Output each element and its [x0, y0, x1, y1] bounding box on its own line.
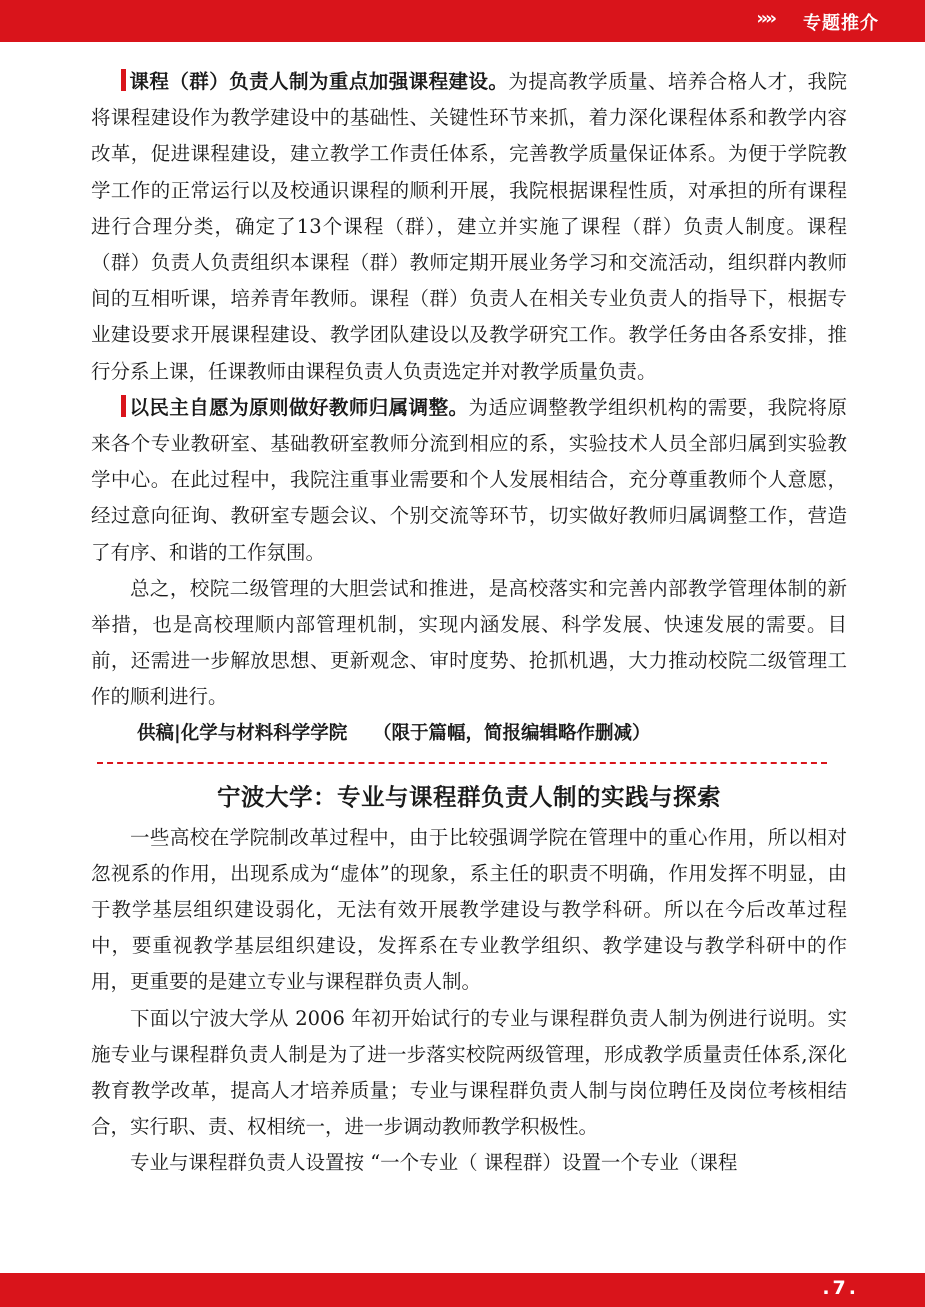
paragraph-text: 总之，校院二级管理的大胆尝试和推进，是高校落实和完善内部教学管理体制的新举措，也是高校理顺内部管理机制，实现内涵发展、科学发展、快速发展的需要。目前，还需进一步解放思想、更新观念、审时度势、抢抓机遇，大力推动校院二级管理工作的顺利进行。: [91, 576, 847, 709]
paragraph-lead: 以民主自愿为原则做好教师归属调整。: [129, 395, 469, 419]
header-bar: [0, 0, 925, 42]
chevron-right-icon: ››››: [756, 8, 774, 29]
credit-note: （限于篇幅，简报编辑略作删减）: [373, 722, 651, 744]
paragraph-text: 为提高教学质量、培养合格人才，我院将课程建设作为教学建设中的基础性、关键性环节来抓，着力深化课程体系和教学内容改革，促进课程建设，建立教学工作责任体系，完善教学质量保证体系。为便于学院教学工作的正常运行以及校通识课程的顺利开展，我院根据课程性质，对承担的所有课程进行合理分类，确定了13个课程（群），建立并实施了课程（群）负责人制度。课程（群）负责人负责组织本课程（群）教师定期开展业务学习和交流活动，组织群内教师间的互相听课，培养青年教师。课程（群）负责人在相关专业负责人的指导下，根据专业建设要求开展课程建设、教学团队建设以及教学研究工作。教学任务由各系安排，推行分系上课，任课教师由课程负责人负责选定并对教学质量负责。: [91, 70, 847, 383]
red-bar-marker: [121, 395, 126, 417]
red-bar-marker: [121, 69, 126, 91]
credit-label: 供稿|化学与材料科学学院: [137, 722, 348, 744]
paragraph-lead: 课程（群）负责人制为重点加强课程建设。: [129, 70, 509, 93]
footer-bar: [0, 1273, 925, 1307]
article-paragraph: 一些高校在学院制改革过程中，由于比较强调学院在管理中的重心作用，所以相对忽视系的作用，出现系成为“虚体”的现象，系主任的职责不明确，作用发挥不明显，由于教学基层组织建设弱化，无法有效开展教学建设与教学科研。所以在今后改革过程中，要重视教学基层组织建设，发挥系在专业教学组织、教学建设与教学科研中的作用，更重要的是建立专业与课程群负责人制。: [91, 825, 847, 994]
dashed-divider: [97, 762, 827, 764]
paragraph-course-group: [91, 64, 847, 390]
page-content: [91, 64, 847, 1182]
article-title: 宁波大学：专业与课程群负责人制的实践与探索: [217, 782, 721, 811]
article-paragraph: 下面以宁波大学从 2006 年初开始试行的专业与课程群负责人制为例进行说明。实施专业与课程群负责人制是为了进一步落实校院两级管理，形成教学质量责任体系,深化教育教学改革，提高人才培养质量；专业与课程群负责人制与岗位聘任及岗位考核相结合，实行职、责、权相统一，进一步调动教师教学积极性。: [91, 1006, 847, 1139]
paragraph-summary: [91, 571, 847, 716]
paragraph-text: 为适应调整教学组织机构的需要，我院将原来各个专业教研室、基础教研室教师分流到相应的系，实验技术人员全部归属到实验教学中心。在此过程中，我院注重事业需要和个人发展相结合，充分尊重教师个人意愿，经过意向征询、教研室专题会议、个别交流等环节，切实做好教师归属调整工作，营造了有序、和谐的工作氛围。: [91, 395, 847, 564]
page-number: .7.: [822, 1277, 859, 1299]
credit-line: [91, 716, 847, 752]
section-label: 专题推介: [803, 13, 879, 34]
paragraph-teacher-adjustment: [91, 390, 847, 571]
article-paragraph: 专业与课程群负责人设置按 “一个专业（ 课程群）设置一个专业（课程: [130, 1151, 738, 1175]
